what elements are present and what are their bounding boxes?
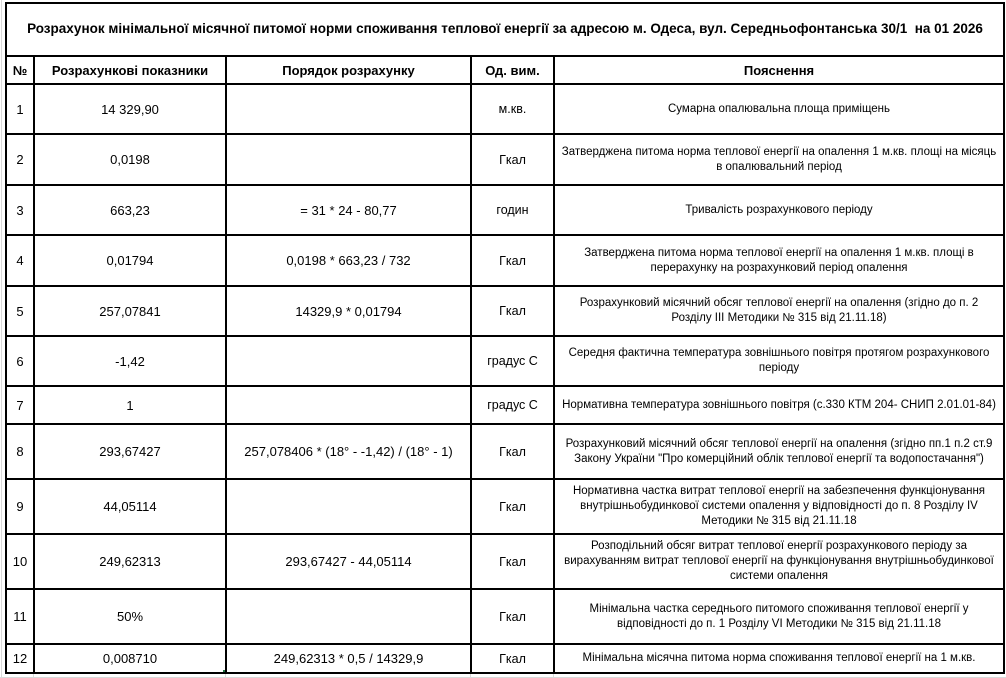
table-title[interactable]: Розрахунок мінімальної місячної питомої норми споживання теплової енергії за адресою м. Одеса, вул. Середньофонтанська 30/1 на 01 2026 xyxy=(6,3,1004,56)
unit-cell[interactable]: градус С xyxy=(471,386,554,424)
table-row xyxy=(6,644,1004,673)
procedure-cell[interactable] xyxy=(226,84,471,134)
procedure-cell[interactable]: 249,62313 * 0,5 / 14329,9 xyxy=(226,644,471,673)
header-row xyxy=(6,56,1004,84)
unit-cell[interactable]: Гкал xyxy=(471,134,554,185)
row-number-cell[interactable]: 9 xyxy=(6,479,34,534)
gridline xyxy=(1,0,2,678)
row-number-cell[interactable]: 8 xyxy=(6,424,34,479)
table-row xyxy=(6,336,1004,386)
header-cell-procedure[interactable]: Порядок розрахунку xyxy=(226,56,471,84)
row-number-cell[interactable]: 2 xyxy=(6,134,34,185)
explanation-cell[interactable]: Затверджена питома норма теплової енергії на опалення 1 м.кв. площі в перерахунку на розрахунковий період опалення xyxy=(554,235,1004,286)
row-number-cell[interactable]: 3 xyxy=(6,185,34,235)
indicator-cell[interactable]: 0,0198 xyxy=(34,134,226,185)
explanation-cell[interactable]: Тривалість розрахункового періоду xyxy=(554,185,1004,235)
procedure-cell[interactable]: 0,0198 * 663,23 / 732 xyxy=(226,235,471,286)
procedure-cell[interactable] xyxy=(226,134,471,185)
title-row xyxy=(6,3,1004,56)
table-row xyxy=(6,479,1004,534)
explanation-cell[interactable]: Середня фактична температура зовнішнього повітря протягом розрахункового періоду xyxy=(554,336,1004,386)
table-row xyxy=(6,424,1004,479)
table-row xyxy=(6,386,1004,424)
indicator-cell[interactable]: 257,07841 xyxy=(34,286,226,336)
fill-handle[interactable] xyxy=(222,669,226,673)
indicator-cell[interactable]: 249,62313 xyxy=(34,534,226,589)
procedure-cell[interactable]: 293,67427 - 44,05114 xyxy=(226,534,471,589)
indicator-cell[interactable]: 50% xyxy=(34,589,226,644)
unit-cell[interactable]: годин xyxy=(471,185,554,235)
unit-cell[interactable]: градус С xyxy=(471,336,554,386)
indicator-cell[interactable]: 44,05114 xyxy=(34,479,226,534)
procedure-cell[interactable] xyxy=(226,479,471,534)
table-row xyxy=(6,185,1004,235)
header-cell-unit[interactable]: Од. вим. xyxy=(471,56,554,84)
explanation-cell[interactable]: Розрахунковий місячний обсяг теплової енергії на опалення (згідно до п. 2 Розділу III Методики № 315 від 21.11.18) xyxy=(554,286,1004,336)
explanation-cell[interactable]: Розподільний обсяг витрат теплової енергії розрахункового періоду за вирахуванням витрат теплової енергії на функціонування внутрішньобудинкової системи опалення xyxy=(554,534,1004,589)
table-row xyxy=(6,84,1004,134)
row-number-cell[interactable]: 11 xyxy=(6,589,34,644)
procedure-cell[interactable] xyxy=(226,336,471,386)
explanation-cell[interactable]: Нормативна частка витрат теплової енергії на забезпечення функціонування внутрішньобудинкової системи опалення у відповідності до п. 8 Розділу IV Методики № 315 від 21.11.18 xyxy=(554,479,1004,534)
explanation-cell[interactable]: Мінімальна частка середнього питомого споживання теплової енергії у відповідності до п. 1 Розділу VI Методики № 315 від 21.11.18 xyxy=(554,589,1004,644)
indicator-cell[interactable]: 293,67427 xyxy=(34,424,226,479)
unit-cell[interactable]: Гкал xyxy=(471,644,554,673)
table-row xyxy=(6,286,1004,336)
row-number-cell[interactable]: 5 xyxy=(6,286,34,336)
row-number-cell[interactable]: 12 xyxy=(6,644,34,673)
row-number-cell[interactable]: 7 xyxy=(6,386,34,424)
row-number-cell[interactable]: 6 xyxy=(6,336,34,386)
unit-cell[interactable]: Гкал xyxy=(471,534,554,589)
row-number-cell[interactable]: 1 xyxy=(6,84,34,134)
calc-table xyxy=(5,2,1005,674)
indicator-cell[interactable]: 14 329,90 xyxy=(34,84,226,134)
procedure-cell[interactable]: 257,078406 * (18° - -1,42) / (18° - 1) xyxy=(226,424,471,479)
unit-cell[interactable]: Гкал xyxy=(471,424,554,479)
header-cell-explanation[interactable]: Пояснення xyxy=(554,56,1004,84)
procedure-cell[interactable]: 14329,9 * 0,01794 xyxy=(226,286,471,336)
unit-cell[interactable]: Гкал xyxy=(471,479,554,534)
header-cell-indicators[interactable]: Розрахункові показники xyxy=(34,56,226,84)
explanation-cell[interactable]: Сумарна опалювальна площа приміщень xyxy=(554,84,1004,134)
header-cell-num[interactable]: № xyxy=(6,56,34,84)
unit-cell[interactable]: Гкал xyxy=(471,589,554,644)
row-number-cell[interactable]: 10 xyxy=(6,534,34,589)
row-number-cell[interactable]: 4 xyxy=(6,235,34,286)
procedure-cell[interactable] xyxy=(226,589,471,644)
table-row xyxy=(6,134,1004,185)
procedure-cell[interactable] xyxy=(226,386,471,424)
indicator-cell[interactable]: 1 xyxy=(34,386,226,424)
table-row xyxy=(6,235,1004,286)
table-row xyxy=(6,534,1004,589)
explanation-cell[interactable]: Нормативна температура зовнішнього повітря (с.330 КТМ 204- СНИП 2.01.01-84) xyxy=(554,386,1004,424)
explanation-cell[interactable]: Мінімальна місячна питома норма споживання теплової енергії на 1 м.кв. xyxy=(554,644,1004,673)
unit-cell[interactable]: Гкал xyxy=(471,286,554,336)
table-row xyxy=(6,589,1004,644)
indicator-cell[interactable]: 0,01794 xyxy=(34,235,226,286)
selected-cell[interactable]: 0,008710 xyxy=(34,644,226,673)
unit-cell[interactable]: Гкал xyxy=(471,235,554,286)
unit-cell[interactable]: м.кв. xyxy=(471,84,554,134)
explanation-cell[interactable]: Затверджена питома норма теплової енергії на опалення 1 м.кв. площі на місяць в опалювальний період xyxy=(554,134,1004,185)
indicator-cell[interactable]: -1,42 xyxy=(34,336,226,386)
indicator-cell[interactable]: 663,23 xyxy=(34,185,226,235)
explanation-cell[interactable]: Розрахунковий місячний обсяг теплової енергії на опалення (згідно пп.1 п.2 ст.9 Закону України "Про комерційний облік теплової енергії та водопостачання") xyxy=(554,424,1004,479)
procedure-cell[interactable]: = 31 * 24 - 80,77 xyxy=(226,185,471,235)
